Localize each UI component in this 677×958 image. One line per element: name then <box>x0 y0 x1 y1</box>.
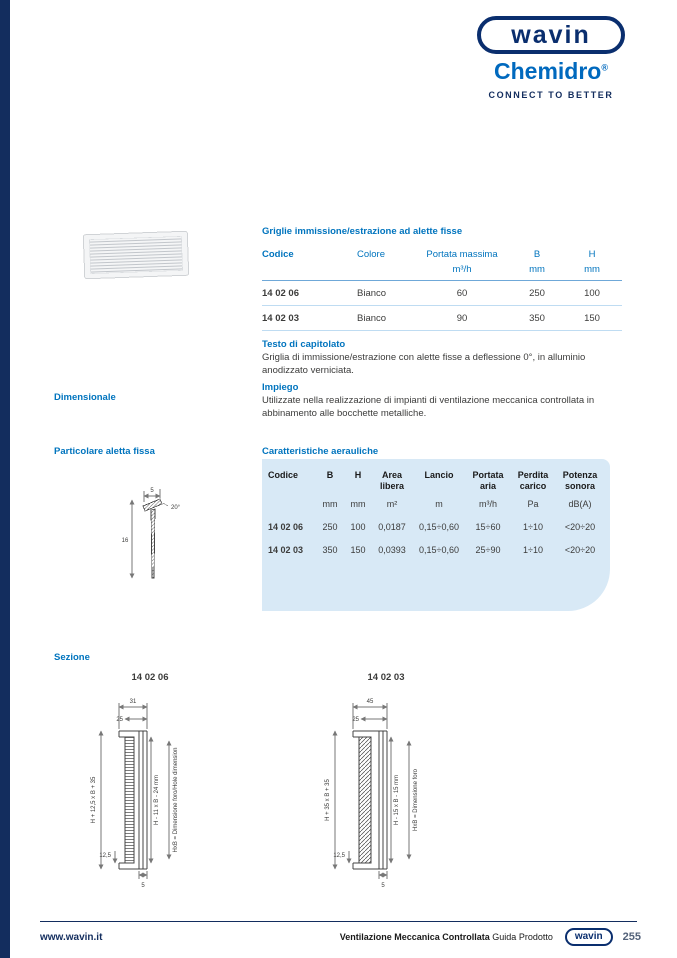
testo-title: Testo di capitolato <box>262 339 346 350</box>
cell-b: 350 <box>322 545 338 556</box>
cell-potenza: <20÷20 <box>564 522 596 533</box>
col-colore: Colore <box>357 249 385 260</box>
product-table-header-row <box>262 244 622 262</box>
cell-h: 100 <box>562 281 622 306</box>
aletta-detail-drawing <box>108 486 198 600</box>
dim-top: 45 <box>366 699 374 705</box>
wavin-logo <box>477 16 625 54</box>
left-accent-bar <box>0 0 10 958</box>
label-sezione: Sezione <box>54 652 90 663</box>
footer-doc-regular: Guida Prodotto <box>492 932 553 942</box>
col-h: H <box>588 249 596 260</box>
page-title: Griglie immissione/estrazione ad alette fisse <box>262 226 463 237</box>
cell-area: 0,0187 <box>378 522 406 533</box>
registered-mark: ® <box>601 62 608 73</box>
cell-h: 150 <box>562 306 622 331</box>
aero-panel <box>262 459 610 611</box>
unit-h: mm <box>562 262 622 281</box>
impiego-section <box>262 382 624 420</box>
cell-portata: 60 <box>412 281 512 306</box>
section-drawing-14-02-06 <box>85 691 215 901</box>
unit-b: mm <box>322 499 338 510</box>
footer-divider <box>40 921 637 922</box>
cell-perdita: 1÷10 <box>523 522 543 533</box>
cell-perdita: 1÷10 <box>523 545 543 556</box>
dim-inner-height: H - 15 x B - 15 mm <box>394 774 400 826</box>
cell-potenza: <20÷20 <box>564 545 596 556</box>
dim-flange: 12,5 <box>99 853 111 859</box>
louver-fins <box>359 737 371 863</box>
unit-portata: m³/h <box>412 262 512 281</box>
col-portata-massima: Portata massima <box>426 249 498 260</box>
dim-5: 5 <box>150 488 154 494</box>
hole-dimension-note: HxB = Dimensione foro/Hole dimension <box>173 747 179 853</box>
col-codice: Codice <box>262 249 294 260</box>
cell-colore: Bianco <box>357 306 412 331</box>
chemidro-logo <box>477 58 625 85</box>
footer <box>40 928 641 946</box>
unit-cell <box>262 262 357 281</box>
aero-table <box>268 461 604 555</box>
cell-codice: 14 02 03 <box>268 545 304 556</box>
cell-codice: 14 02 03 <box>262 306 357 331</box>
cell-h: 100 <box>350 522 366 533</box>
testo-di-capitolato-section <box>262 339 624 377</box>
aero-header-row <box>268 461 604 491</box>
chemidro-text: Chemidro <box>494 58 602 84</box>
unit-area: m² <box>386 499 398 510</box>
detail-dim-lines <box>132 489 168 578</box>
cell-colore: Bianco <box>357 281 412 306</box>
drawing-label: 14 02 06 <box>131 672 169 683</box>
aero-title: Caratteristiche aerauliche <box>262 446 379 457</box>
col-perdita-carico: Perdita carico <box>517 470 549 491</box>
cell-lancio: 0,15÷0,60 <box>419 545 459 556</box>
table-row <box>262 306 622 331</box>
unit-portata: m³/h <box>479 499 497 510</box>
testo-body: Griglia di immissione/estrazione con alette fisse a deflessione 0°, in alluminio anodizzato verniciata. <box>262 352 586 376</box>
footer-doc-bold: Ventilazione Meccanica Controllata <box>339 932 490 942</box>
cell-portata: 90 <box>412 306 512 331</box>
fin-stem <box>151 509 155 578</box>
unit-lancio: m <box>435 499 443 510</box>
section-drawing-14-02-03 <box>321 691 451 901</box>
cell-h: 150 <box>350 545 366 556</box>
col-potenza-sonora: Potenza sonora <box>562 470 598 491</box>
wavin-logo-small: wavin <box>565 928 613 946</box>
product-table <box>262 244 622 331</box>
cell-codice: 14 02 06 <box>268 522 304 533</box>
col-codice: Codice <box>268 470 299 480</box>
impiego-body: Utilizzate nella realizzazione di impianti di ventilazione meccanica controllata in abbinamento alle bocchette metalliche. <box>262 395 595 419</box>
col-b: B <box>326 470 334 480</box>
hole-dimension-note: HxB = Dimensione foro <box>413 769 419 831</box>
dim-thickness: 5 <box>141 883 145 889</box>
wavin-logo-text: wavin <box>511 21 591 49</box>
aero-units-row <box>268 491 604 509</box>
cell-lancio: 0,15÷0,60 <box>419 522 459 533</box>
unit-perdita: Pa <box>527 499 539 510</box>
table-row <box>268 532 604 555</box>
unit-cell <box>268 491 316 509</box>
product-table-units-row <box>262 262 622 281</box>
dim-overall-height: H + 35 x B + 35 <box>325 779 331 821</box>
dim-inner-height: H - 11 x B - 24 mm <box>154 775 160 825</box>
product-photo-grille <box>80 224 192 286</box>
dim-angle: 20° <box>171 505 181 511</box>
table-row <box>268 509 604 532</box>
unit-potenza: dB(A) <box>568 499 592 510</box>
dim-16: 16 <box>121 538 129 544</box>
fin-cap <box>143 499 162 511</box>
unit-b: mm <box>512 262 562 281</box>
col-h: H <box>354 470 362 480</box>
col-lancio: Lancio <box>424 470 454 480</box>
dim-depth: 25 <box>352 717 359 723</box>
unit-h: mm <box>350 499 366 510</box>
grille-image-group <box>83 231 188 279</box>
cell-portata: 15÷60 <box>475 522 501 533</box>
col-area-libera: Area libera <box>379 470 404 491</box>
brand-tagline: CONNECT TO BETTER <box>488 90 614 100</box>
page-number: 255 <box>622 931 641 943</box>
cell-b: 250 <box>512 281 562 306</box>
dim-overall-height: H + 12,5 x B + 35 <box>91 776 97 824</box>
dim-top: 31 <box>129 699 137 705</box>
label-particolare-aletta-fissa: Particolare aletta fissa <box>54 446 155 457</box>
brand-block <box>477 16 625 100</box>
drawing-label: 14 02 03 <box>367 672 405 683</box>
label-dimensionale: Dimensionale <box>54 392 116 403</box>
unit-cell <box>357 262 412 281</box>
website-link[interactable]: www.wavin.it <box>40 931 103 943</box>
cell-portata: 25÷90 <box>475 545 501 556</box>
dim-flange: 12,5 <box>333 853 345 859</box>
cell-b: 250 <box>322 522 338 533</box>
footer-doc-title <box>340 932 553 942</box>
section-drawing-block-1 <box>84 672 216 906</box>
cell-codice: 14 02 06 <box>262 281 357 306</box>
cell-area: 0,0393 <box>378 545 406 556</box>
section-drawing-block-2 <box>320 672 452 906</box>
col-b: B <box>533 249 541 260</box>
louver-fins <box>125 737 134 863</box>
col-portata-aria: Portata aria <box>472 470 504 491</box>
impiego-title: Impiego <box>262 382 299 393</box>
dim-depth: 25 <box>116 717 123 723</box>
cell-b: 350 <box>512 306 562 331</box>
dim-thickness: 5 <box>381 883 385 889</box>
table-row <box>262 281 622 306</box>
